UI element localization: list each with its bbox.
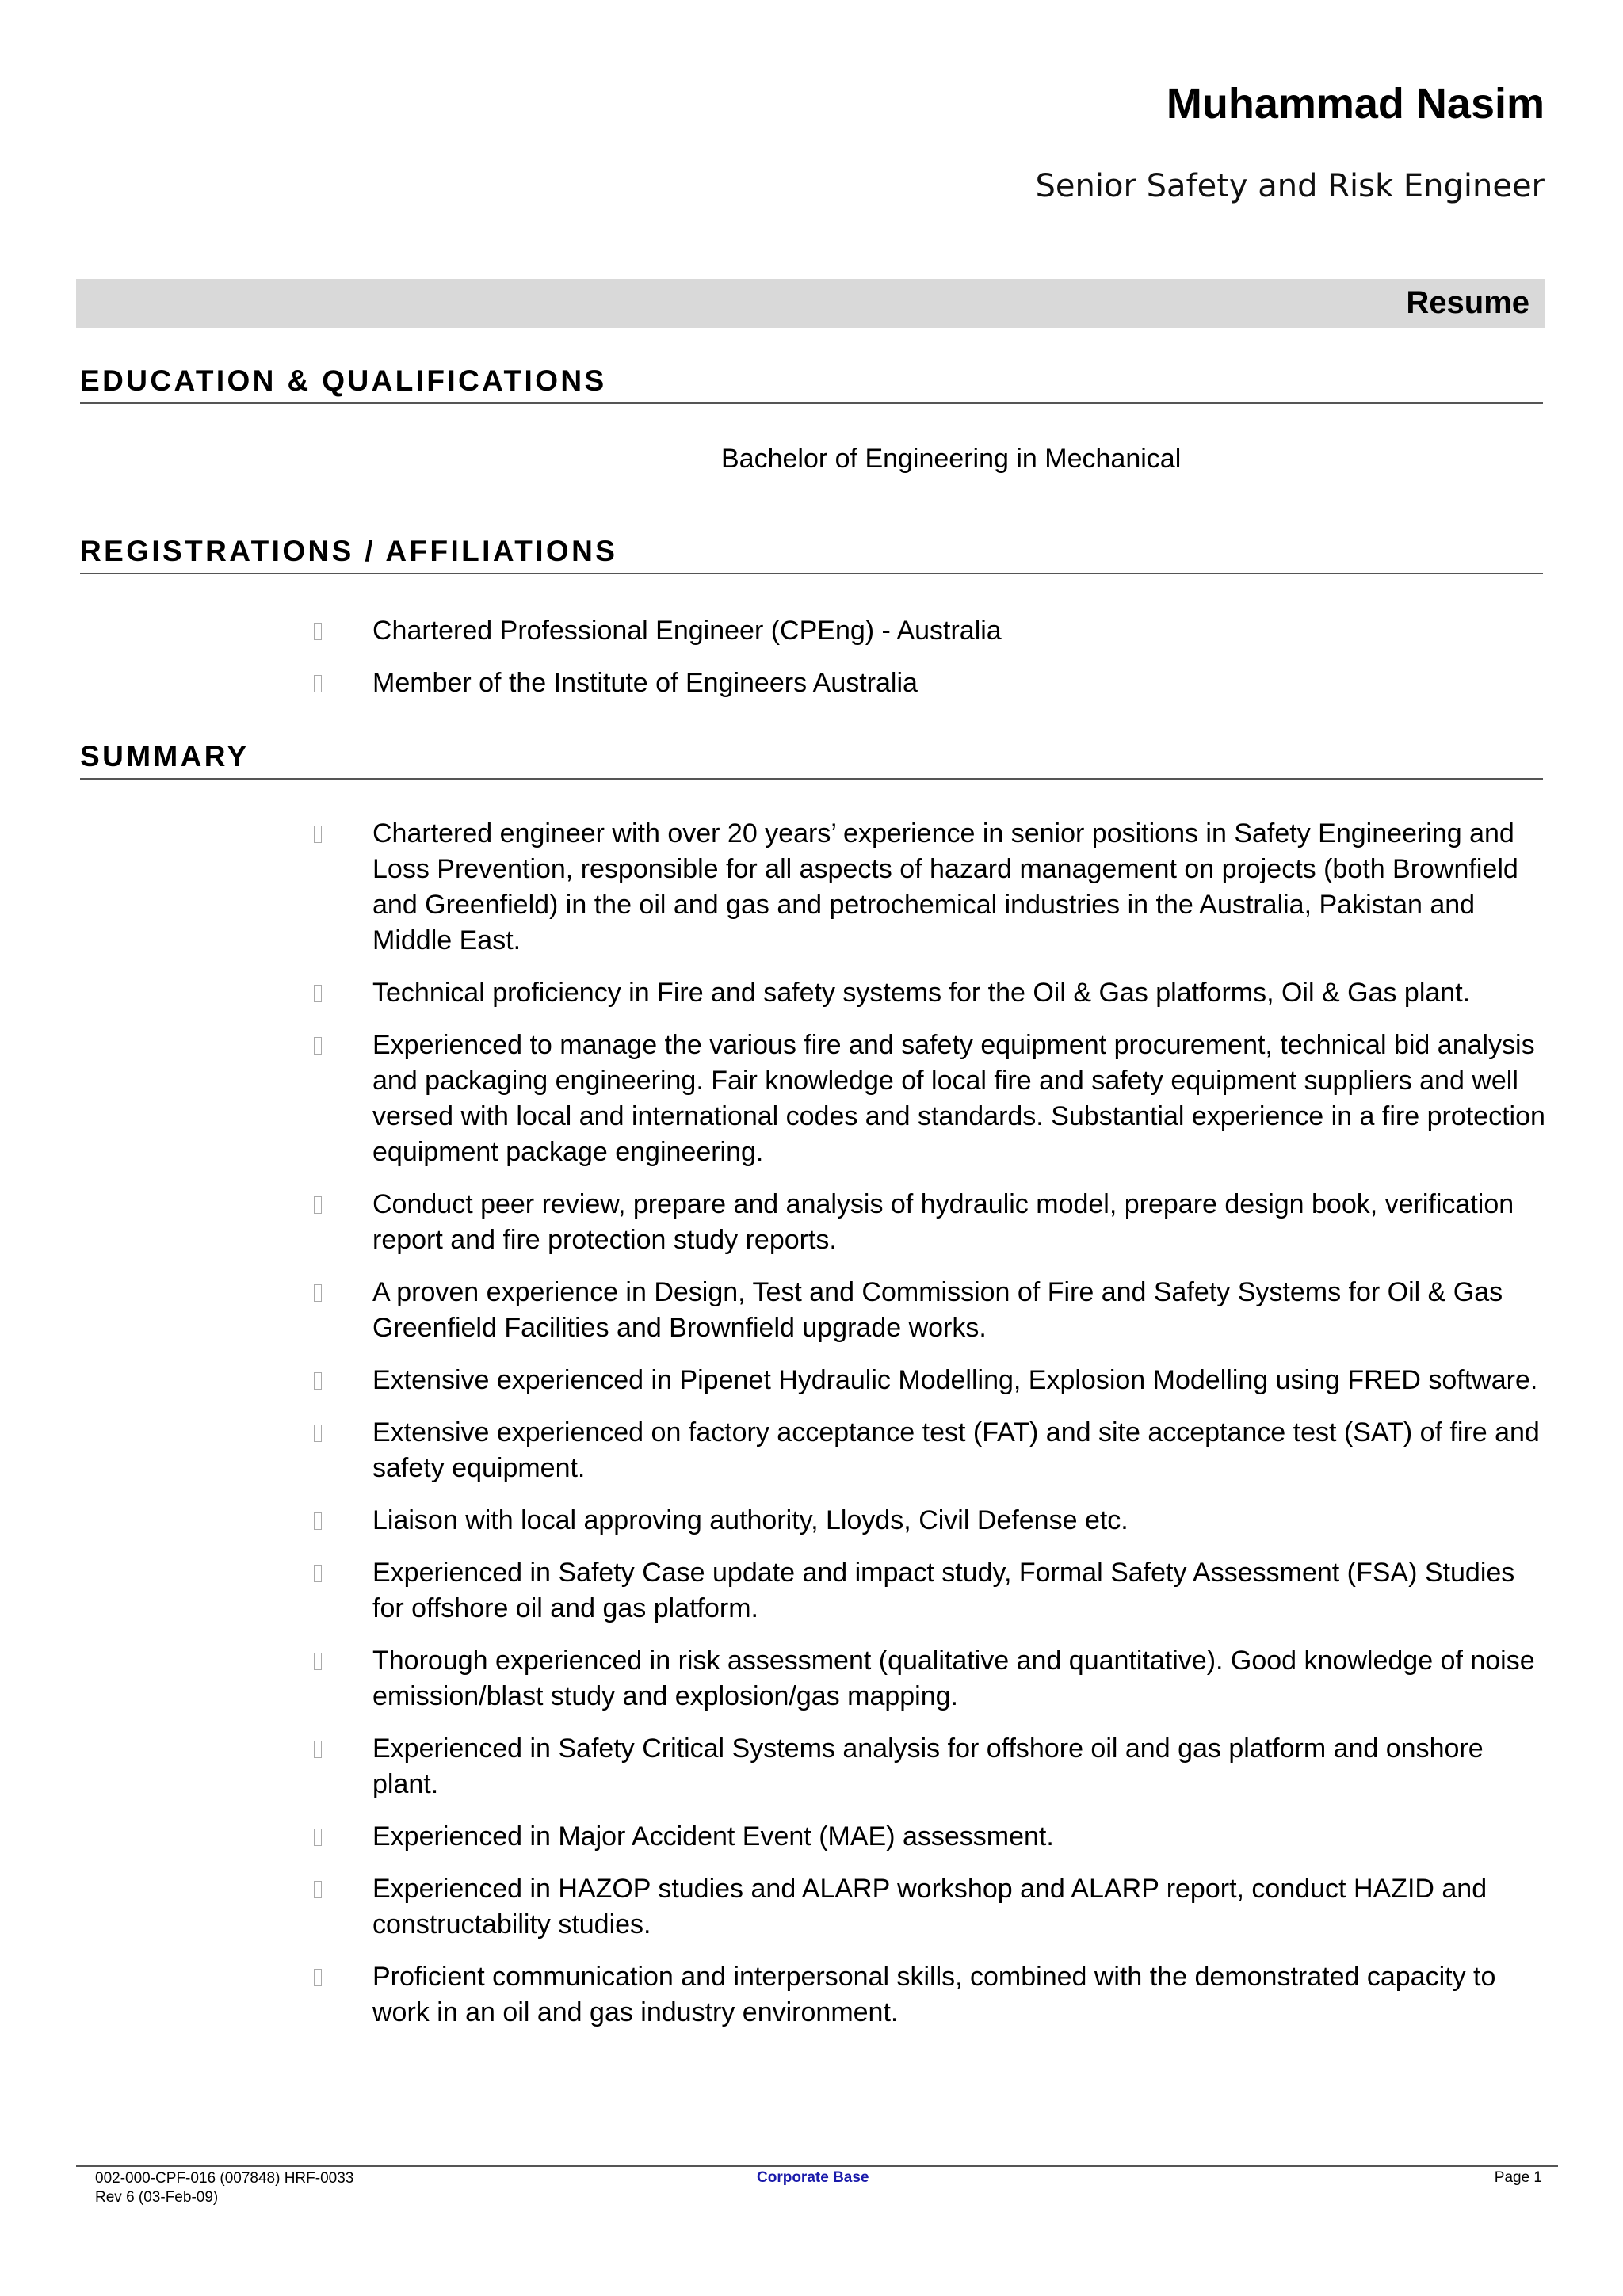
summary-section-heading bbox=[80, 740, 1543, 780]
list-item: A proven experience in Design, Test and Commission of Fire and Safety Systems for Oil & Gas Greenfield Facilities and Brownfield upgrade works. bbox=[0, 1275, 1623, 1346]
footer-center-label: Corporate Base bbox=[757, 2169, 869, 2186]
bullet-icon bbox=[314, 1969, 322, 1986]
footer-doc-number: 002-000-CPF-016 (007848) HRF-0033 bbox=[95, 2170, 354, 2187]
list-item: Chartered Professional Engineer (CPEng) - Australia bbox=[0, 613, 1623, 649]
list-item: Technical proficiency in Fire and safety systems for the Oil & Gas platforms, Oil & Gas plant. bbox=[0, 975, 1623, 1011]
list-item: Chartered engineer with over 20 years’ experience in senior positions in Safety Engineering and Loss Prevention, responsible for all aspects of hazard management on projects (both Brownfield and Greenfield) in the oil and gas and petrochemical industries in the Australia, Pakistan and Middle East. bbox=[0, 816, 1623, 959]
footer-page-number: Page 1 bbox=[1494, 2169, 1542, 2186]
list-item: Experienced to manage the various fire and safety equipment procurement, technical bid analysis and packaging engineering. Fair knowledge of local fire and safety equipment suppliers and well versed with local and international codes and standards. Substantial experience in a fire protection equipment package engineering. bbox=[0, 1028, 1623, 1170]
list-item: Thorough experienced in risk assessment (qualitative and quantitative). Good knowledge of noise emission/blast study and explosion/gas mapping. bbox=[0, 1643, 1623, 1714]
bullet-icon bbox=[314, 1037, 322, 1055]
bullet-icon bbox=[314, 1512, 322, 1530]
list-item: Member of the Institute of Engineers Australia bbox=[0, 666, 1623, 701]
candidate-role: Senior Safety and Risk Engineer bbox=[1035, 168, 1545, 204]
bullet-icon bbox=[314, 985, 322, 1002]
list-item: Liaison with local approving authority, Lloyds, Civil Defense etc. bbox=[0, 1503, 1623, 1539]
bullet-icon bbox=[314, 1741, 322, 1758]
bullet-icon bbox=[314, 1829, 322, 1846]
education-heading-text: EDUCATION & QUALIFICATIONS bbox=[80, 364, 607, 397]
list-item: Extensive experienced on factory acceptance test (FAT) and site acceptance test (SAT) of fire and safety equipment. bbox=[0, 1415, 1623, 1486]
list-item: Experienced in Safety Critical Systems analysis for offshore oil and gas platform and onshore plant. bbox=[0, 1731, 1623, 1802]
list-item: Experienced in Safety Case update and impact study, Formal Safety Assessment (FSA) Studies for offshore oil and gas platform. bbox=[0, 1555, 1623, 1627]
bullet-icon bbox=[314, 1881, 322, 1898]
list-item: Conduct peer review, prepare and analysis of hydraulic model, prepare design book, verification report and fire protection study reports. bbox=[0, 1187, 1623, 1258]
candidate-name: Muhammad Nasim bbox=[1166, 80, 1545, 128]
bullet-icon bbox=[314, 1284, 322, 1302]
footer-document-info bbox=[95, 2169, 353, 2207]
summary-heading-text: SUMMARY bbox=[80, 740, 250, 772]
footer-revision: Rev 6 (03-Feb-09) bbox=[95, 2189, 219, 2206]
summary-list bbox=[0, 816, 1623, 2047]
list-item: Experienced in Major Accident Event (MAE) assessment. bbox=[0, 1819, 1623, 1855]
bullet-icon bbox=[314, 826, 322, 843]
bullet-icon bbox=[314, 675, 322, 692]
registrations-list bbox=[0, 613, 1623, 718]
bullet-icon bbox=[314, 1196, 322, 1214]
education-section-heading bbox=[80, 364, 1543, 404]
degree-text: Bachelor of Engineering in Mechanical bbox=[721, 444, 1182, 474]
bullet-icon bbox=[314, 1425, 322, 1442]
bullet-icon bbox=[314, 1653, 322, 1670]
footer-divider bbox=[76, 2165, 1558, 2167]
resume-label: Resume bbox=[1406, 285, 1529, 320]
registrations-section-heading bbox=[80, 535, 1543, 574]
list-item: Extensive experienced in Pipenet Hydraulic Modelling, Explosion Modelling using FRED software. bbox=[0, 1363, 1623, 1398]
resume-banner bbox=[76, 279, 1545, 328]
bullet-icon bbox=[314, 1565, 322, 1582]
bullet-icon bbox=[314, 623, 322, 640]
list-item: Experienced in HAZOP studies and ALARP workshop and ALARP report, conduct HAZID and constructability studies. bbox=[0, 1871, 1623, 1943]
list-item: Proficient communication and interpersonal skills, combined with the demonstrated capacity to work in an oil and gas industry environment. bbox=[0, 1959, 1623, 2031]
bullet-icon bbox=[314, 1372, 322, 1390]
registrations-heading-text: REGISTRATIONS / AFFILIATIONS bbox=[80, 535, 618, 567]
